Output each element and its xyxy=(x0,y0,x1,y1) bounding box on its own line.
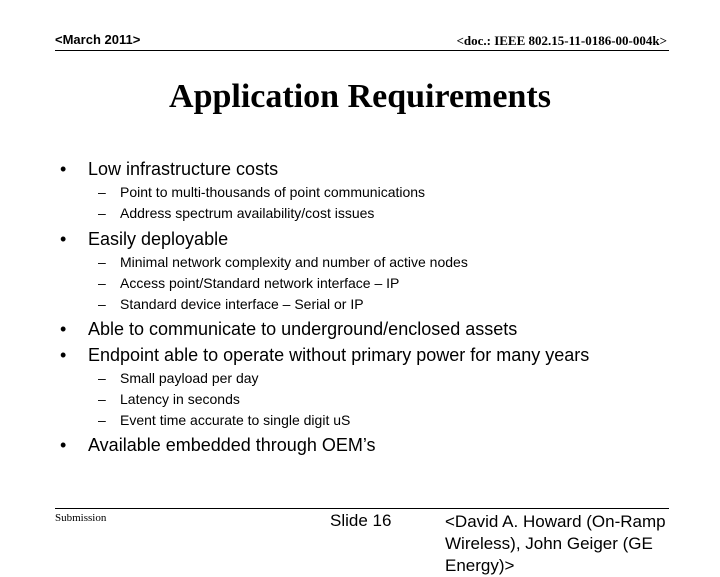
footer-author: <David A. Howard (On-Ramp Wireless), John Geiger (GE Energy)> xyxy=(445,512,666,575)
bullet-text: Easily deployable xyxy=(88,229,229,249)
sub-bullet-marker: – xyxy=(98,254,106,270)
footer-submission: Submission xyxy=(55,512,107,524)
sub-bullet-text: Event time accurate to single digit uS xyxy=(120,412,351,428)
bullet-text: Endpoint able to operate without primary power for many years xyxy=(88,345,590,365)
sub-bullet-marker: – xyxy=(98,296,106,312)
bullet-text: Low infrastructure costs xyxy=(88,159,279,179)
sub-bullet-text: Minimal network complexity and number of active nodes xyxy=(120,254,468,270)
bullet-text: Available embedded through OEM’s xyxy=(88,435,376,455)
sub-bullet-text: Latency in seconds xyxy=(120,391,240,407)
sub-bullet-text: Point to multi-thousands of point communications xyxy=(120,184,426,200)
header-doc-id: <doc.: IEEE 802.15-11-0186-00-004k> xyxy=(456,33,667,48)
bullet-marker: • xyxy=(60,435,67,455)
sub-bullet-text: Standard device interface – Serial or IP xyxy=(120,296,364,312)
sub-bullet-marker: – xyxy=(98,184,106,200)
header-divider xyxy=(55,50,669,51)
bullet-marker: • xyxy=(60,229,67,249)
bullet-text: Able to communicate to underground/enclosed assets xyxy=(88,319,518,339)
sub-bullet-text: Address spectrum availability/cost issues xyxy=(120,205,375,221)
bullet-marker: • xyxy=(60,345,67,365)
header-date: <March 2011> xyxy=(55,32,141,47)
footer-slide-number: Slide 16 xyxy=(330,511,392,530)
sub-bullet-marker: – xyxy=(98,370,106,386)
sub-bullet-marker: – xyxy=(98,205,106,221)
sub-bullet-marker: – xyxy=(98,391,106,407)
slide-title: Application Requirements xyxy=(169,78,551,115)
sub-bullet-text: Access point/Standard network interface – IP xyxy=(120,275,400,291)
sub-bullet-marker: – xyxy=(98,275,106,291)
sub-bullet-marker: – xyxy=(98,412,106,428)
bullet-marker: • xyxy=(60,319,67,339)
bullet-marker: • xyxy=(60,159,67,179)
footer-divider xyxy=(55,508,669,509)
sub-bullet-text: Small payload per day xyxy=(120,370,259,386)
